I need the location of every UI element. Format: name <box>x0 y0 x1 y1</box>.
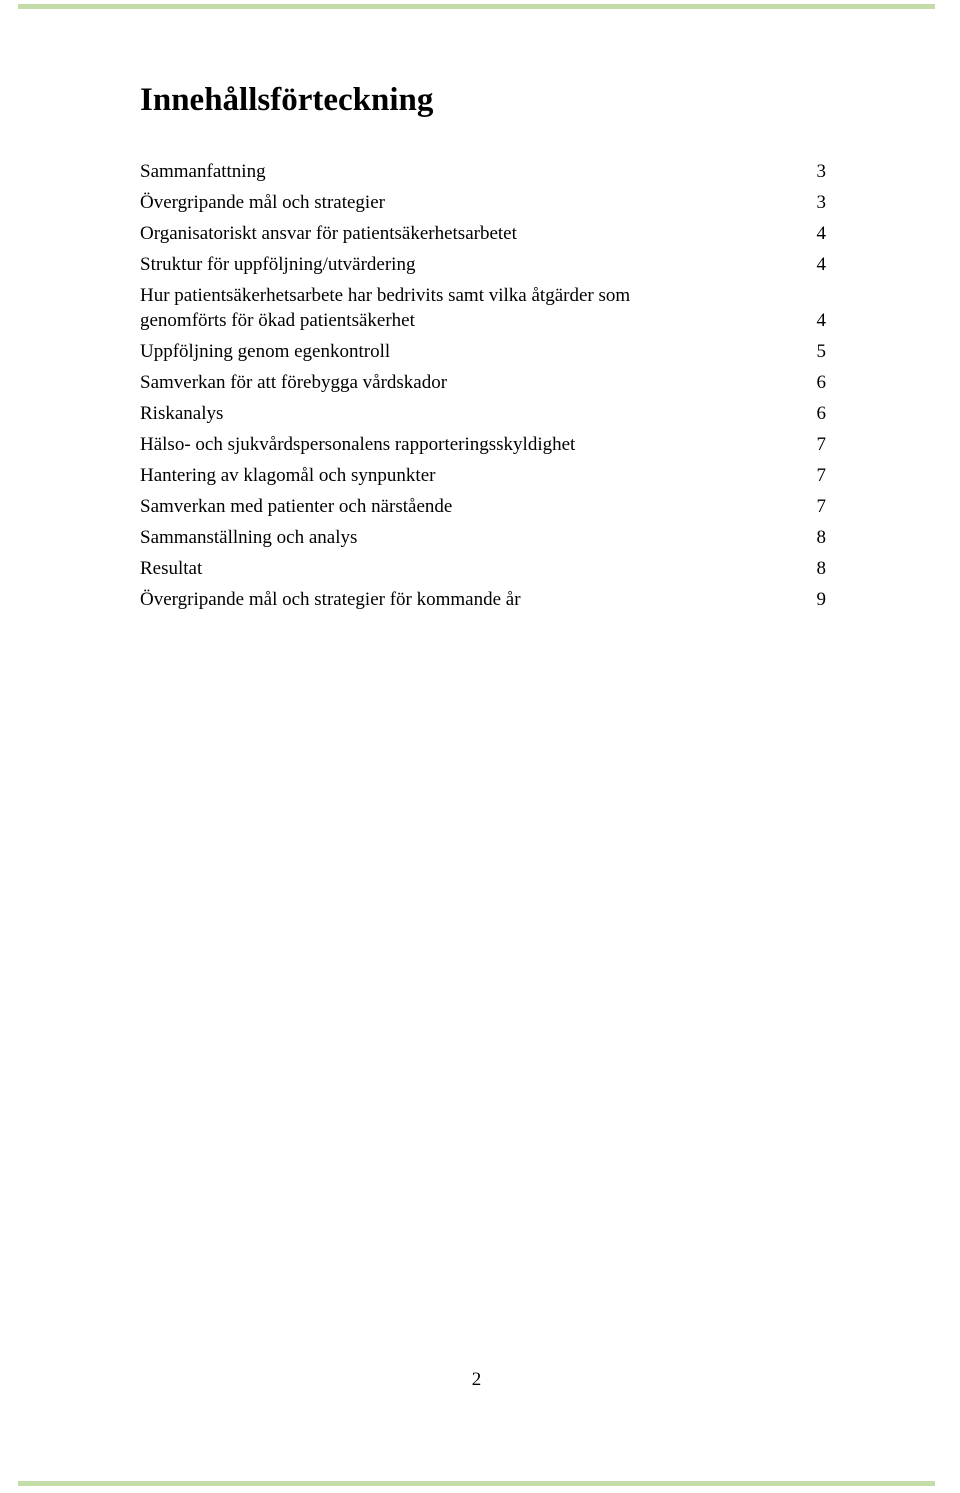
toc-entry-title: Organisatoriskt ansvar för patientsäkerhetsarbetet <box>140 223 517 244</box>
toc-entry[interactable] <box>140 525 826 550</box>
toc-entry-title: Samverkan med patienter och närstående <box>140 496 453 517</box>
toc-entry[interactable] <box>140 401 826 426</box>
toc-entry-title: Resultat <box>140 558 203 579</box>
toc-entry-title: Hantering av klagomål och synpunkter <box>140 465 436 486</box>
toc-entry-page: 5 <box>816 341 826 362</box>
toc-entry[interactable] <box>140 556 826 581</box>
toc-entry-page: 8 <box>816 527 826 548</box>
toc-entry[interactable] <box>140 339 826 364</box>
toc-heading: Innehållsförteckning <box>140 82 434 118</box>
toc-entry-title: Hälso- och sjukvårdspersonalens rapporteringsskyldighet <box>140 434 576 455</box>
toc-entry-title: Struktur för uppföljning/utvärdering <box>140 254 416 275</box>
toc-entry-title: Uppföljning genom egenkontroll <box>140 341 391 362</box>
toc-entry-title: Sammanställning och analys <box>140 527 358 548</box>
toc-entry-title: Övergripande mål och strategier <box>140 192 385 213</box>
toc-entry-page: 7 <box>816 434 826 455</box>
toc-entry-page: 7 <box>816 496 826 517</box>
page-number: 2 <box>471 1369 482 1390</box>
toc-entry[interactable] <box>140 283 826 333</box>
toc-list <box>140 159 826 618</box>
toc-entry-page: 9 <box>816 589 826 610</box>
toc-entry-page: 4 <box>816 223 826 244</box>
toc-entry[interactable] <box>140 190 826 215</box>
toc-entry-title: Samverkan för att förebygga vårdskador <box>140 372 448 393</box>
toc-entry-page: 7 <box>816 465 826 486</box>
toc-entry-page: 4 <box>816 254 826 275</box>
toc-entry-page: 3 <box>816 161 826 182</box>
toc-entry-title: Riskanalys <box>140 403 224 424</box>
toc-entry-page: 8 <box>816 558 826 579</box>
toc-entry[interactable] <box>140 463 826 488</box>
toc-entry-page: 6 <box>816 403 826 424</box>
toc-entry-page: 3 <box>816 192 826 213</box>
toc-entry[interactable] <box>140 587 826 612</box>
toc-entry[interactable] <box>140 370 826 395</box>
toc-entry[interactable] <box>140 252 826 277</box>
toc-entry[interactable] <box>140 159 826 184</box>
toc-entry[interactable] <box>140 432 826 457</box>
header-rule <box>18 4 935 9</box>
toc-entry-page: 4 <box>816 310 826 331</box>
toc-entry-title: Hur patientsäkerhetsarbete har bedrivits samt vilka åtgärder som genomförts för ökad patientsäkerhet <box>140 285 631 331</box>
toc-entry-title: Övergripande mål och strategier för kommande år <box>140 589 521 610</box>
toc-entry[interactable] <box>140 494 826 519</box>
toc-entry[interactable] <box>140 221 826 246</box>
footer-rule <box>18 1481 935 1486</box>
toc-entry-page: 6 <box>816 372 826 393</box>
toc-entry-title: Sammanfattning <box>140 161 266 182</box>
